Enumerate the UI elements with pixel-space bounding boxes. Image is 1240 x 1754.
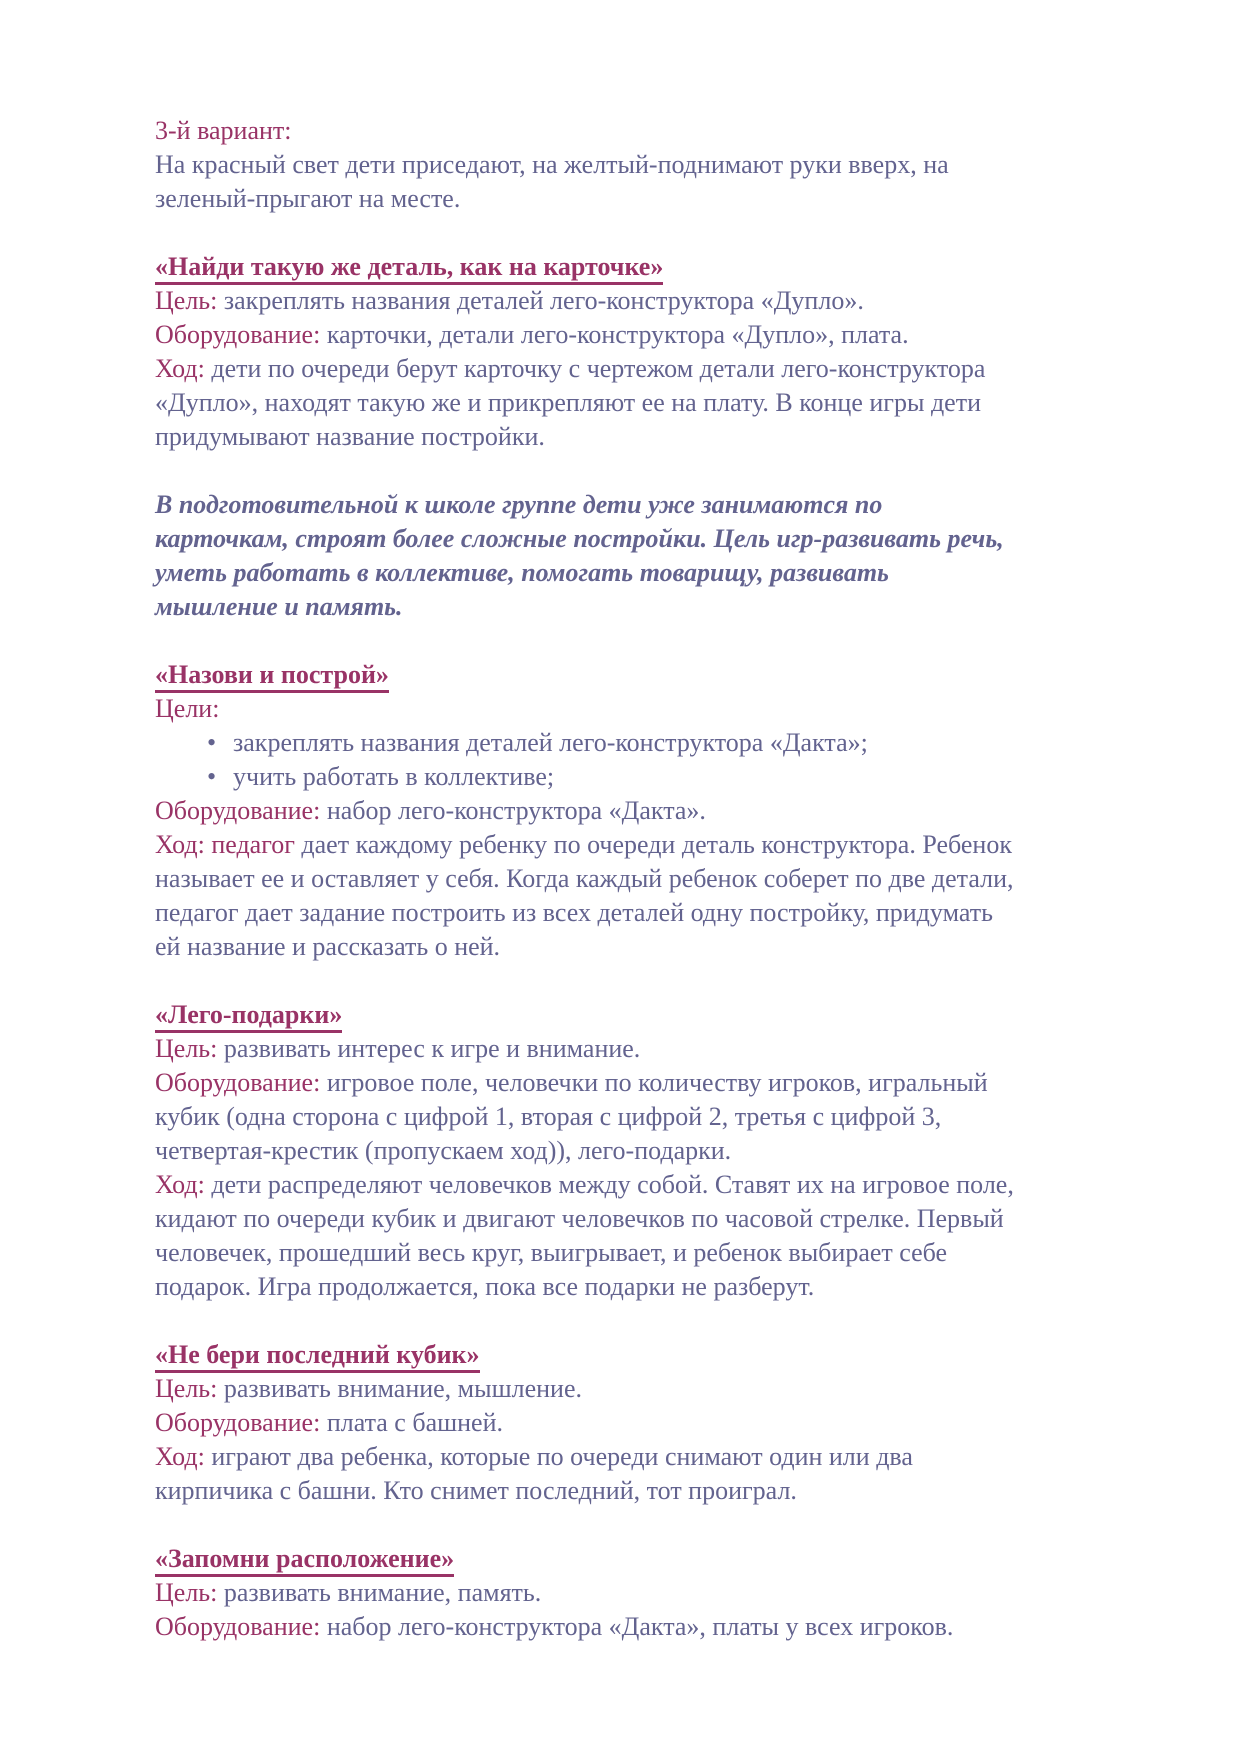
section-heading: «Лего-подарки» xyxy=(155,1001,342,1033)
text-run: дает каждому ребенку по очереди деталь конструктора. Ребенок xyxy=(294,830,1012,859)
text-line xyxy=(155,1406,1150,1440)
field-label: Цель: xyxy=(155,1034,218,1063)
section-name-and-build xyxy=(155,658,1150,964)
field-label: 3-й вариант: xyxy=(155,116,292,145)
section-find-same-part xyxy=(155,250,1150,454)
text-run: педагог дает задание построить из всех деталей одну постройку, придумать xyxy=(155,898,993,927)
text-line xyxy=(155,1474,1150,1508)
field-label: Цель: xyxy=(155,286,218,315)
heading-line xyxy=(155,1542,1150,1576)
field-label: Цели: xyxy=(155,694,220,723)
text-line xyxy=(155,114,1150,148)
text-run: называет ее и оставляет у себя. Когда каждый ребенок соберет по две детали, xyxy=(155,864,1014,893)
section-intro-variant-3 xyxy=(155,114,1150,216)
text-run: уметь работать в коллективе, помогать товарищу, развивать xyxy=(155,558,889,587)
text-line xyxy=(155,692,1150,726)
text-run: В подготовительной к школе группе дети уже занимаются по xyxy=(155,490,883,519)
text-line xyxy=(155,1610,1150,1644)
text-line xyxy=(155,1576,1150,1610)
field-label: Ход: педагог xyxy=(155,830,295,859)
text-run: кирпичика с башни. Кто снимет последний, тот проиграл. xyxy=(155,1476,797,1505)
field-label: Ход: xyxy=(155,1170,205,1199)
text-line xyxy=(155,1440,1150,1474)
section-heading: «Запомни расположение» xyxy=(155,1545,454,1577)
heading-line xyxy=(155,250,1150,284)
text-run: развивать внимание, мышление. xyxy=(217,1374,583,1403)
text-line xyxy=(155,182,1150,216)
section-heading: «Найди такую же деталь, как на карточке» xyxy=(155,253,663,285)
text-run: дети распределяют человечков между собой. Ставят их на игровое поле, xyxy=(204,1170,1014,1199)
field-label: Цель: xyxy=(155,1374,218,1403)
text-run: набор лего-конструктора «Дакта», платы у всех игроков. xyxy=(320,1612,954,1641)
text-line xyxy=(155,1168,1150,1202)
text-line xyxy=(155,1032,1150,1066)
field-label: Оборудование: xyxy=(155,1612,321,1641)
bullet-icon: • xyxy=(207,762,217,791)
text-line xyxy=(155,148,1150,182)
text-line xyxy=(155,420,1150,454)
text-run: играют два ребенка, которые по очереди снимают один или два xyxy=(204,1442,913,1471)
text-line xyxy=(155,794,1150,828)
field-label: Оборудование: xyxy=(155,1068,321,1097)
text-line xyxy=(155,556,1150,590)
text-line xyxy=(155,1372,1150,1406)
text-run: подарок. Игра продолжается, пока все подарки не разберут. xyxy=(155,1272,815,1301)
text-run: дети по очереди берут карточку с чертежом детали лего-конструктора xyxy=(204,354,986,383)
section-heading: «Не бери последний кубик» xyxy=(155,1341,480,1373)
text-line xyxy=(155,488,1150,522)
heading-line xyxy=(155,998,1150,1032)
text-line xyxy=(155,1134,1150,1168)
section-heading: «Назови и построй» xyxy=(155,661,389,693)
text-line xyxy=(155,318,1150,352)
text-run: человечек, прошедший весь круг, выигрывает, и ребенок выбирает себе xyxy=(155,1238,948,1267)
text-run: закреплять названия деталей лего-конструктора «Дупло». xyxy=(217,286,864,315)
text-line xyxy=(155,1236,1150,1270)
text-line xyxy=(155,1066,1150,1100)
text-line xyxy=(155,930,1150,964)
section-lego-gifts xyxy=(155,998,1150,1304)
text-line xyxy=(155,896,1150,930)
text-line xyxy=(155,522,1150,556)
section-remember-position xyxy=(155,1542,1150,1644)
bullet-list-item xyxy=(155,726,1150,760)
text-line xyxy=(155,386,1150,420)
heading-line xyxy=(155,658,1150,692)
text-run: карточкам, строят более сложные постройки. Цель игр-развивать речь, xyxy=(155,524,1004,553)
field-label: Оборудование: xyxy=(155,796,321,825)
text-line xyxy=(155,352,1150,386)
text-line xyxy=(155,862,1150,896)
field-label: Ход: xyxy=(155,354,205,383)
text-run: На красный свет дети приседают, на желтый-поднимают руки вверх, на xyxy=(155,150,949,179)
section-dont-take-last-brick xyxy=(155,1338,1150,1508)
text-run: мышление и память. xyxy=(155,592,403,621)
document-content xyxy=(155,114,1150,1644)
text-run: плата с башней. xyxy=(320,1408,504,1437)
text-run: четвертая-крестик (пропускаем ход)), лего-подарки. xyxy=(155,1136,732,1165)
heading-line xyxy=(155,1338,1150,1372)
text-run: придумывают название постройки. xyxy=(155,422,545,451)
field-label: Оборудование: xyxy=(155,1408,321,1437)
section-prep-group-note xyxy=(155,488,1150,624)
bullet-list-item xyxy=(155,760,1150,794)
text-run: кубик (одна сторона с цифрой 1, вторая с цифрой 2, третья с цифрой 3, xyxy=(155,1102,942,1131)
field-label: Цель: xyxy=(155,1578,218,1607)
bullet-text: закреплять названия деталей лего-конструктора «Дакта»; xyxy=(233,728,868,757)
bullet-text: учить работать в коллективе; xyxy=(233,762,555,791)
text-line xyxy=(155,1270,1150,1304)
text-run: «Дупло», находят такую же и прикрепляют ее на плату. В конце игры дети xyxy=(155,388,981,417)
field-label: Ход: xyxy=(155,1442,205,1471)
text-run: развивать внимание, память. xyxy=(217,1578,542,1607)
bullet-icon: • xyxy=(207,728,217,757)
text-run: ей название и рассказать о ней. xyxy=(155,932,501,961)
text-run: развивать интерес к игре и внимание. xyxy=(217,1034,641,1063)
text-run: карточки, детали лего-конструктора «Дупло», плата. xyxy=(320,320,909,349)
text-run: зеленый-прыгают на месте. xyxy=(155,184,461,213)
text-line xyxy=(155,1202,1150,1236)
text-line xyxy=(155,590,1150,624)
text-line xyxy=(155,1100,1150,1134)
field-label: Оборудование: xyxy=(155,320,321,349)
text-run: кидают по очереди кубик и двигают человечков по часовой стрелке. Первый xyxy=(155,1204,1004,1233)
text-run: игровое поле, человечки по количеству игроков, игральный xyxy=(320,1068,988,1097)
text-run: набор лего-конструктора «Дакта». xyxy=(320,796,706,825)
text-line xyxy=(155,828,1150,862)
text-line xyxy=(155,284,1150,318)
